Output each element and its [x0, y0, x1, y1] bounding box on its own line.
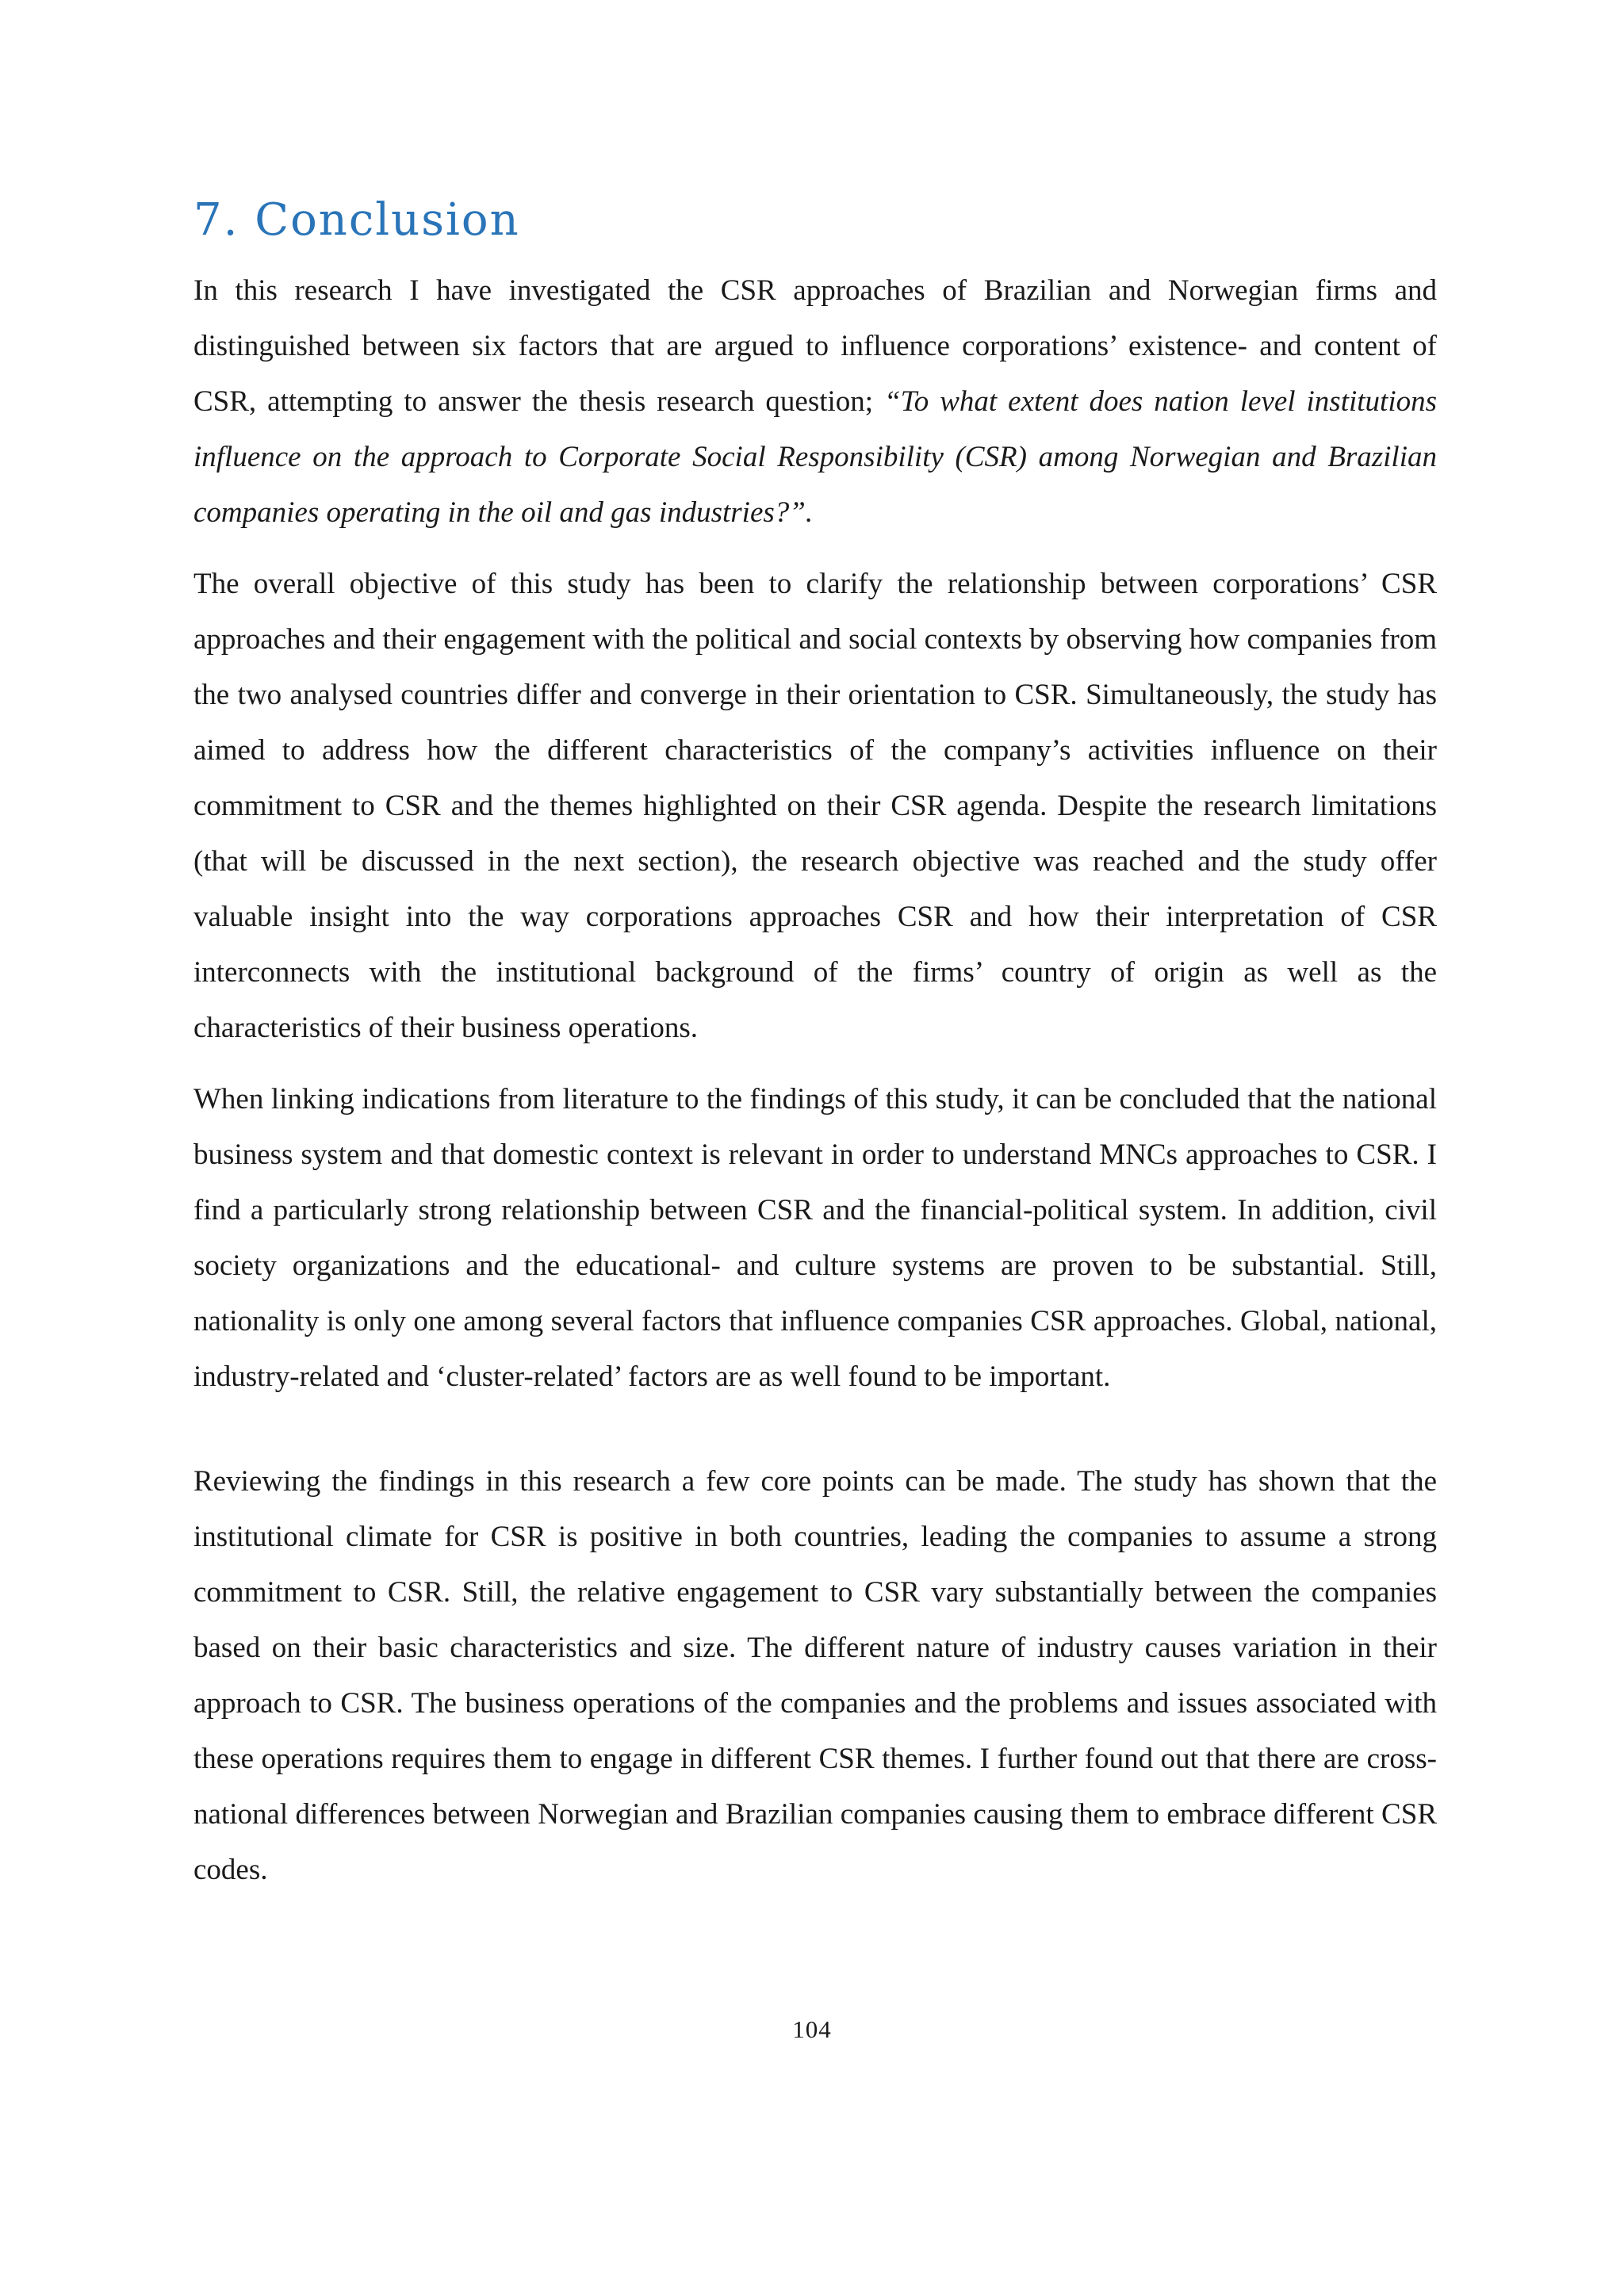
- paragraph-literature-link: When linking indications from literature to the findings of this study, it can be concluded that the national business system and that domestic context is relevant in order to understand MNCs approaches to CSR. I find a particularly strong relationship between CSR and the financial-political system. In addition, civil society organizations and the educational- and culture systems are proven to be substantial. Still, nationality is only one among several factors that influence companies CSR approaches. Global, national, industry-related and ‘cluster-related’ factors are as well found to be important.: [193, 1083, 1437, 1393]
- section-heading: 7. Conclusion: [193, 194, 520, 246]
- paragraph-objective: The overall objective of this study has been to clarify the relationship between corporations’ CSR approaches and their engagement with the political and social contexts by observing how companies from the two analysed countries differ and converge in their orientation to CSR. Simultaneously, the study has aimed to address how the different characteristics of the company’s activities influence on their commitment to CSR and the themes highlighted on their CSR agenda. Despite the research limitations (that will be discussed in the next section), the research objective was reached and the study offer valuable insight into the way corporations approaches CSR and how their interpretation of CSR interconnects with the institutional background of the firms’ country of origin as well as the characteristics of their business operations.: [193, 568, 1437, 1044]
- research-question-quote: “To what extent does nation level institutions influence on the approach to Corporate Social Responsibility (CSR) among Norwegian and Brazilian companies operating in the oil and gas industries?”.: [193, 385, 1437, 529]
- paragraph-research-question: [193, 263, 1437, 541]
- paragraph-lead: In this research I have investigated the CSR approaches of Brazilian and Norwegian firms and distinguished between six factors that are argued to influence corporations’ existence- and content of CSR, attempting to answer the thesis research question;: [193, 274, 1437, 418]
- paragraph-findings-review: Reviewing the findings in this research a few core points can be made. The study has shown that the institutional climate for CSR is positive in both countries, leading the companies to assume a strong commitment to CSR. Still, the relative engagement to CSR vary substantially between the companies based on their basic characteristics and size. The different nature of industry causes variation in their approach to CSR. The business operations of the companies and the problems and issues associated with these operations requires them to engage in different CSR themes. I further found out that there are cross-national differences between Norwegian and Brazilian companies causing them to embrace different CSR codes.: [193, 1465, 1437, 1886]
- body-text: [193, 263, 1437, 1898]
- page-number: 104: [792, 2015, 832, 2043]
